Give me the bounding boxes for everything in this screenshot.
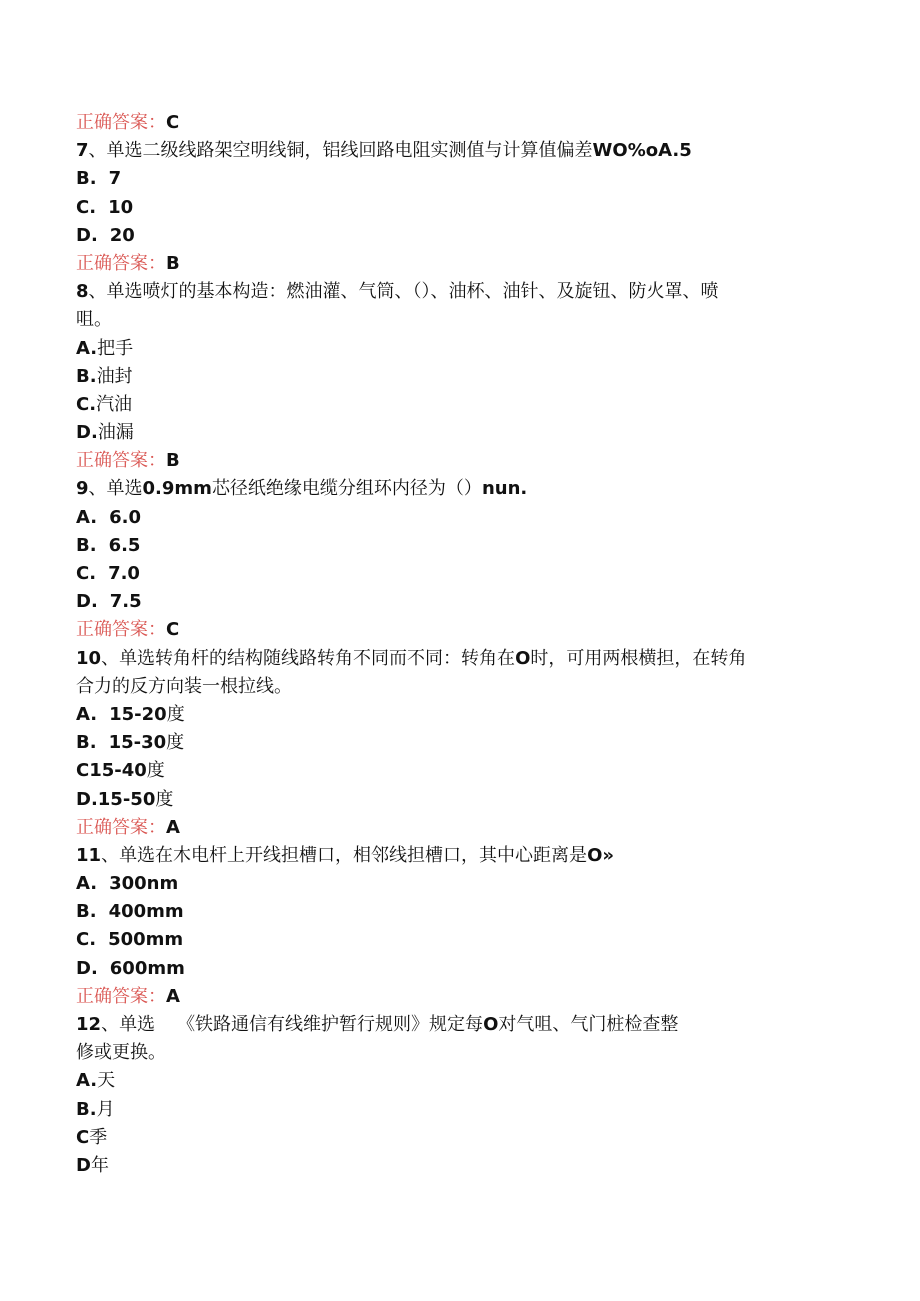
option-text: 7.0 (108, 563, 140, 584)
answer-line (76, 814, 836, 842)
option-c (76, 560, 836, 588)
question-sep: 、 (88, 140, 107, 162)
question-text-line1: 单选喷灯的基本构造：燃油灌、气筒、（）、油杯、油针、及旋钮、防火罩、喷 (106, 281, 719, 303)
option-text: 油漏 (97, 422, 134, 444)
answer-value: A (166, 985, 180, 1007)
question-11 (76, 842, 836, 870)
answer-value: B (166, 252, 180, 274)
question-text-post: 时，可用两根横担，在转角 (530, 647, 747, 669)
option-a (76, 504, 836, 532)
question-sep: 、 (88, 281, 107, 303)
option-letter: B. (76, 901, 97, 923)
option-letter: C. (76, 929, 97, 951)
option-letter: C. (76, 393, 97, 415)
option-letter: A. (76, 873, 98, 895)
question-12-continued (76, 1039, 836, 1067)
option-a (76, 870, 836, 898)
option-unit: 度 (166, 703, 185, 725)
question-8-continued (76, 306, 836, 334)
option-letter: C. (76, 563, 97, 584)
option-letter: D. (76, 224, 98, 246)
option-text: 7.5 (109, 591, 142, 613)
option-d (76, 786, 836, 814)
answer-value: C (166, 619, 180, 641)
option-d (76, 1152, 836, 1180)
option-letter: C (76, 1126, 90, 1148)
option-text: 20 (109, 224, 135, 246)
question-text-pre: 单选在木电杆上开线担槽口，相邻线担槽口，其中心距离是 (119, 844, 588, 866)
option-b (76, 165, 836, 193)
answer-line (76, 109, 836, 137)
option-b (76, 1096, 836, 1124)
question-number: 10 (76, 647, 102, 669)
option-text: 400mm (108, 901, 184, 923)
option-unit: 度 (155, 788, 174, 810)
answer-label: 正确答案： (76, 252, 166, 274)
question-9 (76, 475, 836, 503)
option-text: 600mm (109, 957, 185, 979)
question-sep: 、 (88, 478, 107, 500)
option-text: 300nm (109, 873, 179, 895)
option-b (76, 363, 836, 391)
option-letter: B. (76, 534, 97, 556)
question-tail: WO%oA.5 (592, 140, 692, 162)
question-blank: O» (587, 844, 614, 866)
option-d (76, 588, 836, 616)
question-blank: O (483, 1014, 499, 1035)
option-c (76, 1124, 836, 1152)
option-letter: A. (76, 1070, 98, 1092)
question-text-pre: 单选 (119, 1014, 156, 1035)
option-c (76, 926, 836, 954)
question-unit: nun. (481, 478, 528, 500)
option-text: 油封 (96, 365, 133, 387)
option-range: 15-20 (109, 703, 167, 725)
answer-label: 正确答案： (76, 985, 166, 1007)
answer-line (76, 250, 836, 278)
answer-value: B (166, 450, 180, 472)
question-8 (76, 278, 836, 306)
option-letter: D. (76, 591, 98, 613)
option-letter: D (76, 1154, 91, 1176)
question-text-line2: 咀。 (76, 309, 112, 331)
answer-label: 正确答案： (76, 450, 166, 472)
option-c (76, 194, 836, 222)
question-number: 8 (76, 281, 89, 303)
option-text: 年 (90, 1154, 109, 1176)
option-d (76, 955, 836, 983)
answer-line (76, 447, 836, 475)
option-text: 6.0 (109, 506, 141, 528)
answer-value: C (166, 112, 180, 133)
option-text: 10 (108, 196, 134, 218)
option-letter: C. (76, 196, 97, 218)
option-unit: 度 (146, 760, 165, 782)
question-sep: 、 (101, 1014, 120, 1035)
option-letter: B. (76, 1098, 97, 1120)
option-c (76, 757, 836, 785)
option-text: 500mm (108, 929, 184, 951)
option-letter: B. (76, 365, 97, 387)
question-number: 9 (76, 478, 89, 500)
option-d (76, 419, 836, 447)
question-text-pre: 单选 (106, 478, 143, 500)
question-number: 7 (76, 140, 89, 162)
option-b (76, 532, 836, 560)
question-10 (76, 645, 836, 673)
option-letter: B. (76, 168, 97, 190)
option-letter: D. (76, 957, 98, 979)
question-7 (76, 137, 836, 165)
option-letter: D. (76, 422, 98, 444)
answer-line (76, 616, 836, 644)
option-text: 7 (108, 168, 122, 190)
answer-label: 正确答案： (76, 816, 166, 838)
option-c (76, 391, 836, 419)
question-10-continued (76, 673, 836, 701)
option-b (76, 729, 836, 757)
option-text: 天 (97, 1070, 116, 1092)
question-text-pre: 单选转角杆的结构随线路转角不同而不同：转角在 (119, 647, 516, 669)
option-text: 月 (96, 1098, 115, 1120)
answer-line (76, 983, 836, 1011)
option-text: 汽油 (96, 393, 133, 415)
answer-value: A (166, 816, 180, 838)
option-letter: A. (76, 703, 98, 725)
question-text-mid: 芯径纸绝缘电缆分组环内径为（） (211, 478, 482, 500)
question-12 (76, 1011, 836, 1039)
option-range: D.15-50 (76, 788, 156, 810)
answer-label: 正确答案： (76, 619, 166, 641)
option-range: 15-30 (108, 732, 167, 754)
option-unit: 度 (166, 732, 185, 754)
answer-label: 正确答案： (76, 112, 166, 133)
question-sep: 、 (101, 844, 120, 866)
option-a (76, 1067, 836, 1095)
option-a (76, 701, 836, 729)
question-text-mid: 《铁路通信有线维护暂行规则》规定每 (177, 1014, 484, 1035)
option-letter: A. (76, 337, 98, 359)
question-number: 12 (76, 1014, 102, 1035)
question-text-line2: 合力的反方向装一根拉线。 (76, 675, 292, 697)
option-range: C15-40 (76, 760, 147, 782)
option-b (76, 898, 836, 926)
option-a (76, 335, 836, 363)
question-text-line2: 修或更换。 (76, 1042, 166, 1064)
option-text: 季 (89, 1126, 108, 1148)
document-page (76, 109, 836, 1180)
question-blank: O (515, 647, 531, 669)
option-letter: B. (76, 732, 97, 754)
question-sep: 、 (101, 647, 120, 669)
question-number: 11 (76, 844, 102, 866)
option-text: 6.5 (108, 534, 141, 556)
option-letter: A. (76, 506, 98, 528)
option-text: 把手 (97, 337, 134, 359)
option-d (76, 222, 836, 250)
question-text-post: 对气咀、气门桩检查整 (498, 1014, 679, 1035)
question-spec: 0.9mm (142, 478, 212, 500)
question-text: 单选二级线路架空明线铜，铝线回路电阻实测值与计算值偏差 (106, 140, 593, 162)
